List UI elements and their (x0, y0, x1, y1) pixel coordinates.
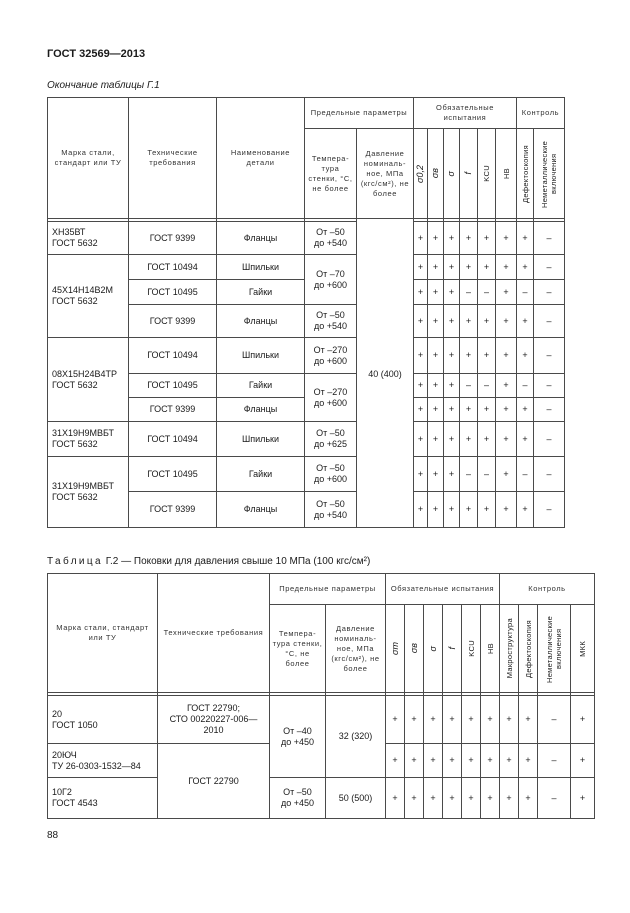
temperature: От –270 до +600 (305, 374, 357, 422)
t1-header-requirements: Технические требования (129, 98, 217, 219)
t2-header-limits: Предельные параметры (270, 574, 386, 605)
mark: + (462, 696, 481, 744)
mark: + (444, 398, 460, 422)
mark: + (428, 398, 444, 422)
table-row (48, 696, 595, 744)
mark: + (444, 338, 460, 374)
table-row (48, 338, 565, 374)
part-name: Гайки (217, 457, 305, 492)
t2-col-kcu: KCU (462, 605, 481, 693)
t1-header-tests: Обязательные испытания (414, 98, 517, 129)
mark: + (414, 338, 428, 374)
requirement: ГОСТ 22790 (158, 744, 270, 819)
mark: + (496, 374, 517, 398)
t1-col-kcu: KCU (478, 129, 496, 219)
steel-grade: 20 ГОСТ 1050 (48, 696, 158, 744)
mark: – (534, 280, 565, 305)
temperature: От –50 до +540 (305, 222, 357, 255)
mark: + (414, 457, 428, 492)
mark: + (428, 305, 444, 338)
t1-col-s: σ (444, 129, 460, 219)
mark: + (517, 222, 534, 255)
table-row (48, 778, 595, 819)
temperature: От –50 до +600 (305, 457, 357, 492)
mark: + (428, 222, 444, 255)
table-g2-forgings (47, 573, 595, 819)
mark: + (460, 255, 478, 280)
t2-col-hb: HB (481, 605, 500, 693)
mark: + (519, 696, 538, 744)
t2-col-sv: σв (405, 605, 424, 693)
mark: + (414, 305, 428, 338)
mark: + (496, 305, 517, 338)
part-name: Шпильки (217, 422, 305, 457)
mark: + (517, 305, 534, 338)
mark: + (478, 338, 496, 374)
mark: + (386, 696, 405, 744)
mark: + (496, 338, 517, 374)
mark: + (414, 374, 428, 398)
pressure-value: 32 (320) (326, 696, 386, 778)
t2-col-inclusions: Неметаллические включения (538, 605, 571, 693)
mark: – (460, 457, 478, 492)
t1-col-hb: HB (496, 129, 517, 219)
t1-col-defect: Дефектоскопия (517, 129, 534, 219)
pressure-value: 40 (400) (357, 222, 414, 528)
temperature: От –70 до +600 (305, 255, 357, 305)
part-name: Фланцы (217, 398, 305, 422)
table-g1-end (47, 97, 565, 528)
mark: + (517, 398, 534, 422)
mark: + (462, 744, 481, 778)
mark: – (517, 374, 534, 398)
mark: + (496, 280, 517, 305)
mark: + (496, 492, 517, 528)
mark: + (519, 744, 538, 778)
mark: – (534, 374, 565, 398)
t2-col-macro: Макроструктура (500, 605, 519, 693)
t1-col-sv: σв (428, 129, 444, 219)
mark: + (414, 222, 428, 255)
mark: + (428, 280, 444, 305)
mark: + (443, 744, 462, 778)
mark: + (517, 338, 534, 374)
mark: + (414, 255, 428, 280)
part-name: Фланцы (217, 492, 305, 528)
mark: + (519, 778, 538, 819)
mark: – (478, 374, 496, 398)
part-name: Гайки (217, 280, 305, 305)
temperature: От –40 до +450 (270, 696, 326, 778)
mark: – (538, 744, 571, 778)
mark: + (517, 492, 534, 528)
temperature: От –50 до +540 (305, 305, 357, 338)
requirement: ГОСТ 10495 (129, 280, 217, 305)
mark: + (405, 778, 424, 819)
t2-col-st: σт (386, 605, 405, 693)
part-name: Шпильки (217, 255, 305, 280)
mark: – (534, 422, 565, 457)
t2-header-requirements: Технические требования (158, 574, 270, 693)
requirement: ГОСТ 9399 (129, 222, 217, 255)
mark: + (443, 696, 462, 744)
mark: + (478, 422, 496, 457)
requirement: ГОСТ 10494 (129, 255, 217, 280)
mark: + (424, 744, 443, 778)
mark: + (414, 398, 428, 422)
t1-col-f: f (460, 129, 478, 219)
table-row (48, 222, 565, 255)
mark: + (405, 744, 424, 778)
mark: + (424, 696, 443, 744)
mark: + (460, 398, 478, 422)
mark: + (571, 696, 595, 744)
mark: + (444, 374, 460, 398)
mark: + (571, 778, 595, 819)
requirement: ГОСТ 10495 (129, 374, 217, 398)
mark: + (517, 255, 534, 280)
table-row (48, 255, 565, 280)
part-name: Фланцы (217, 305, 305, 338)
mark: + (571, 744, 595, 778)
mark: + (405, 696, 424, 744)
requirement: ГОСТ 10494 (129, 338, 217, 374)
temperature: От –50 до +625 (305, 422, 357, 457)
mark: + (428, 338, 444, 374)
mark: + (481, 744, 500, 778)
steel-grade: 20ЮЧ ТУ 26-0303-1532—84 (48, 744, 158, 778)
steel-grade: 10Г2 ГОСТ 4543 (48, 778, 158, 819)
mark: + (444, 422, 460, 457)
mark: + (444, 457, 460, 492)
requirement: ГОСТ 10495 (129, 457, 217, 492)
t2-col-s: σ (424, 605, 443, 693)
mark: + (428, 457, 444, 492)
temperature: От –270 до +600 (305, 338, 357, 374)
mark: + (478, 398, 496, 422)
mark: + (386, 744, 405, 778)
t1-header-steel: Марка стали, стандарт или ТУ (48, 98, 129, 219)
t2-col-mkk: МКК (571, 605, 595, 693)
mark: – (538, 778, 571, 819)
mark: – (534, 457, 565, 492)
mark: + (496, 457, 517, 492)
mark: – (534, 255, 565, 280)
mark: + (481, 696, 500, 744)
mark: + (460, 422, 478, 457)
t2-header-steel: Марка стали, стандарт или ТУ (48, 574, 158, 693)
mark: + (428, 492, 444, 528)
steel-grade: 45Х14Н14В2М ГОСТ 5632 (48, 255, 129, 338)
mark: + (443, 778, 462, 819)
part-name: Фланцы (217, 222, 305, 255)
mark: + (444, 222, 460, 255)
t2-col-f: f (443, 605, 462, 693)
table2-caption: Таблица Г.2 — Поковки для давления свыше 10 МПа (100 кгс/см²) (47, 556, 371, 567)
mark: + (386, 778, 405, 819)
t2-header-tests: Обязательные испытания (386, 574, 500, 605)
mark: – (478, 280, 496, 305)
page-number: 88 (47, 830, 59, 841)
part-name: Шпильки (217, 338, 305, 374)
t1-col-s02: σ0,2 (414, 129, 428, 219)
t1-header-temp: Темпера-тура стенки, °С, не более (305, 129, 357, 219)
mark: + (496, 398, 517, 422)
t1-header-control: Контроль (517, 98, 565, 129)
steel-grade: 08Х15Н24В4ТР ГОСТ 5632 (48, 338, 129, 422)
t1-header-limits: Предельные параметры (305, 98, 414, 129)
mark: + (444, 492, 460, 528)
steel-grade: 31Х19Н9МВБТ ГОСТ 5632 (48, 422, 129, 457)
requirement: ГОСТ 22790; СТО 00220227-006— 2010 (158, 696, 270, 744)
mark: + (481, 778, 500, 819)
t2-col-defect: Дефектоскопия (519, 605, 538, 693)
requirement: ГОСТ 9399 (129, 398, 217, 422)
temperature: От –50 до +450 (270, 778, 326, 819)
requirement: ГОСТ 9399 (129, 492, 217, 528)
steel-grade: 31Х19Н9МВБТ ГОСТ 5632 (48, 457, 129, 528)
document-header: ГОСТ 32569—2013 (47, 48, 146, 60)
mark: – (534, 338, 565, 374)
mark: + (478, 222, 496, 255)
mark: – (460, 374, 478, 398)
mark: + (496, 222, 517, 255)
t1-header-pressure: Давление номиналь-ное, МПа (кгс/см²), не более (357, 129, 414, 219)
mark: – (534, 305, 565, 338)
mark: + (428, 374, 444, 398)
requirement: ГОСТ 10494 (129, 422, 217, 457)
mark: + (414, 492, 428, 528)
mark: + (500, 778, 519, 819)
pressure-value: 50 (500) (326, 778, 386, 819)
mark: + (478, 492, 496, 528)
mark: – (460, 280, 478, 305)
mark: + (460, 222, 478, 255)
mark: – (538, 696, 571, 744)
t1-header-part: Наименование детали (217, 98, 305, 219)
mark: + (428, 255, 444, 280)
mark: + (414, 280, 428, 305)
mark: – (478, 457, 496, 492)
mark: – (517, 280, 534, 305)
table-row (48, 422, 565, 457)
mark: – (534, 398, 565, 422)
mark: + (517, 422, 534, 457)
mark: – (517, 457, 534, 492)
mark: + (424, 778, 443, 819)
t2-header-temp: Темпера-тура стенки, °С, не более (270, 605, 326, 693)
mark: + (500, 744, 519, 778)
mark: + (460, 338, 478, 374)
mark: + (460, 492, 478, 528)
t1-col-inclusions: Неметаллические включения (534, 129, 565, 219)
temperature: От –50 до +540 (305, 492, 357, 528)
mark: + (444, 280, 460, 305)
mark: + (414, 422, 428, 457)
requirement: ГОСТ 9399 (129, 305, 217, 338)
mark: + (460, 305, 478, 338)
part-name: Гайки (217, 374, 305, 398)
steel-grade: ХН35ВТ ГОСТ 5632 (48, 222, 129, 255)
t2-header-pressure: Давление номиналь-ное, МПа (кгс/см²), не более (326, 605, 386, 693)
table-row (48, 457, 565, 492)
t2-header-control: Контроль (500, 574, 595, 605)
mark: + (500, 696, 519, 744)
mark: + (444, 255, 460, 280)
table1-caption: Окончание таблицы Г.1 (47, 80, 160, 91)
mark: + (478, 305, 496, 338)
mark: + (428, 422, 444, 457)
mark: + (496, 422, 517, 457)
mark: + (444, 305, 460, 338)
mark: – (534, 492, 565, 528)
mark: – (534, 222, 565, 255)
mark: + (496, 255, 517, 280)
mark: + (478, 255, 496, 280)
mark: + (462, 778, 481, 819)
